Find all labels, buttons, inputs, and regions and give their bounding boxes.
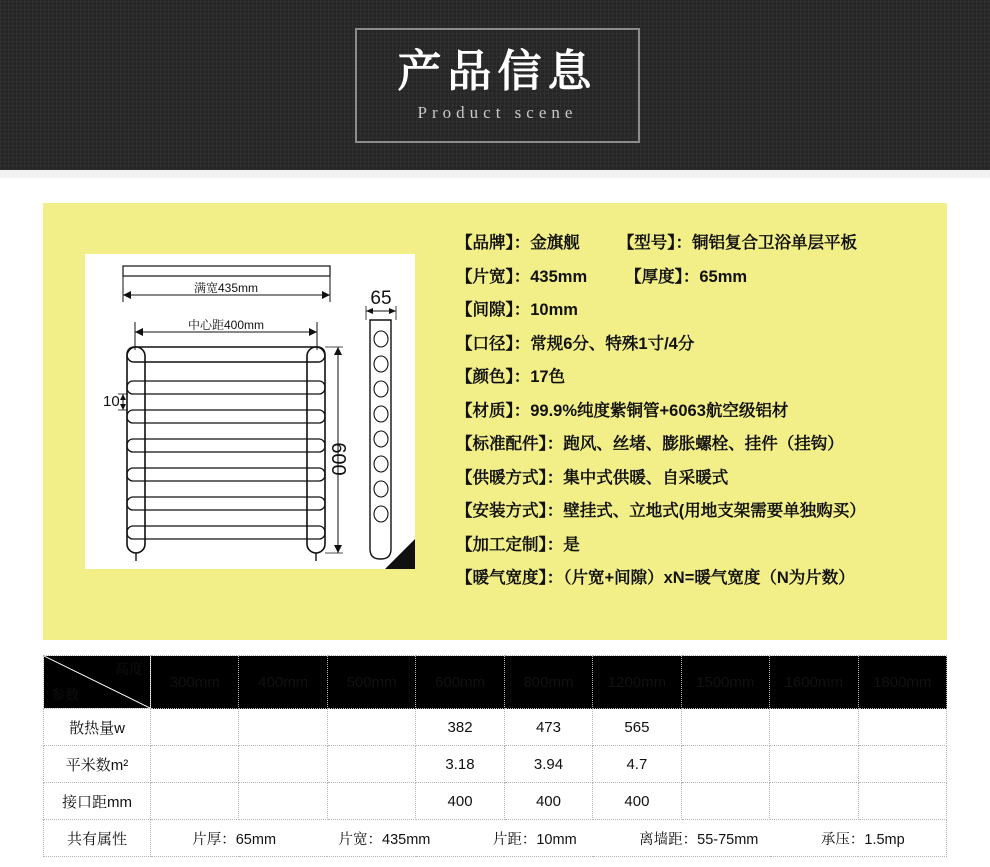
spec-key-color: 【颜色】： (456, 368, 531, 386)
spec-key-gap: 【间隙】： (456, 301, 531, 319)
banner-title-box (355, 28, 640, 143)
table-corner-header (44, 656, 151, 709)
cell-heat-1500 (681, 709, 769, 746)
table-row-common-attributes (44, 820, 947, 857)
cell-area-600: 3.18 (416, 746, 504, 783)
spec-value-thickness: 65mm (699, 267, 748, 286)
cell-conn-600: 400 (416, 783, 504, 820)
table-row (44, 746, 947, 783)
corner-header-param: 参数 (51, 687, 79, 703)
spec-list (456, 235, 946, 604)
spec-value-caliber: 常规6分、特殊1寸/4分 (530, 334, 695, 353)
table-col-800mm: 800mm (504, 656, 592, 709)
row-label-area: 平米数m² (44, 746, 151, 783)
spec-key-material: 【材质】： (456, 401, 531, 420)
banner-title: 产品信息 (397, 47, 598, 97)
cell-conn-1200: 400 (593, 783, 681, 820)
table-col-1600mm: 1600mm (770, 656, 858, 709)
spec-key-accessories: 【标准配件】： (456, 435, 564, 453)
cell-heat-800: 473 (504, 709, 592, 746)
svg-text:600: 600 (327, 442, 349, 476)
spec-value-material: 99.9%纯度紫铜管+6063航空级铝材 (530, 401, 789, 420)
spec-value-radiator-width: （片宽+间隙）xN=暖气宽度（N为片数） (563, 569, 855, 587)
spec-key-model: 【型号】： (617, 234, 692, 252)
cell-area-400 (239, 746, 327, 783)
cell-conn-500 (327, 783, 415, 820)
spec-value-model: 铜铝复合卫浴单层平板 (692, 234, 857, 252)
table-row (44, 783, 947, 820)
spec-key-brand: 【品牌】： (456, 234, 531, 252)
cell-conn-1500 (681, 783, 769, 820)
page-banner (0, 0, 990, 170)
spec-value-gap: 10mm (530, 301, 578, 319)
table-col-600mm: 600mm (416, 656, 504, 709)
svg-text:满宽435mm: 满宽435mm (193, 281, 259, 295)
spec-key-thickness: 【厚度】： (625, 267, 700, 286)
cell-area-1800 (858, 746, 947, 783)
spec-key-radiator-width: 【暖气宽度】： (456, 569, 564, 587)
cell-heat-300 (151, 709, 239, 746)
table-row (44, 709, 947, 746)
cell-area-1200: 4.7 (593, 746, 681, 783)
table-col-500mm: 500mm (327, 656, 415, 709)
table-header-row (44, 656, 947, 709)
cell-heat-1600 (770, 709, 858, 746)
row-label-connection: 接口距mm (44, 783, 151, 820)
table-col-1500mm: 1500mm (681, 656, 769, 709)
cell-area-1600 (770, 746, 858, 783)
svg-text:10: 10 (103, 393, 120, 410)
svg-text:65: 65 (370, 288, 392, 309)
common-attributes-cell (151, 820, 947, 857)
cell-conn-1600 (770, 783, 858, 820)
attr-wall-distance: 离墙距：55-75mm (639, 831, 759, 848)
spec-key-installation: 【安装方式】： (456, 502, 564, 520)
cell-area-800: 3.94 (504, 746, 592, 783)
svg-text:中心距400mm: 中心距400mm (187, 318, 265, 332)
row-label-heat-output: 散热量w (44, 709, 151, 746)
spec-row-radiator-width (456, 570, 946, 587)
table-col-400mm: 400mm (239, 656, 327, 709)
attr-pitch: 片距：10mm (492, 831, 577, 848)
spec-value-width: 435mm (530, 267, 588, 286)
spec-value-color: 17色 (530, 368, 566, 386)
spec-key-width: 【片宽】： (456, 267, 531, 286)
spec-value-heating-mode: 集中式供暖、自采暖式 (563, 468, 729, 487)
parameter-table (43, 655, 947, 857)
banner-divider (0, 170, 990, 178)
attr-pressure: 承压：1.5mp (820, 831, 905, 848)
corner-triangle-decoration (385, 539, 415, 569)
cell-conn-800: 400 (504, 783, 592, 820)
spec-row-heating-mode (456, 470, 946, 487)
spec-row-accessories (456, 436, 946, 453)
corner-header-height: 高度 (115, 661, 143, 677)
cell-heat-500 (327, 709, 415, 746)
product-technical-drawing (85, 254, 415, 569)
parameter-table-wrap (43, 655, 947, 857)
table-col-1200mm: 1200mm (593, 656, 681, 709)
spec-value-accessories: 跑风、丝堵、膨胀螺栓、挂件（挂钩） (563, 435, 844, 453)
banner-subtitle: Product scene (417, 102, 578, 122)
drawing-svg (85, 254, 415, 569)
spec-row-color (456, 369, 946, 386)
spec-row-caliber (456, 336, 946, 353)
attr-thickness: 片厚：65mm (192, 831, 277, 848)
cell-conn-400 (239, 783, 327, 820)
spec-key-customization: 【加工定制】： (456, 535, 564, 554)
spec-row-width (456, 269, 946, 286)
spec-row-brand (456, 235, 946, 252)
cell-heat-400 (239, 709, 327, 746)
attr-width: 片宽：435mm (338, 831, 431, 848)
spec-row-material (456, 403, 946, 420)
cell-area-1500 (681, 746, 769, 783)
spec-row-installation (456, 503, 946, 520)
spec-row-customization (456, 537, 946, 554)
cell-heat-1800 (858, 709, 947, 746)
spec-key-heating-mode: 【供暖方式】： (456, 468, 564, 487)
spec-value-customization: 是 (563, 535, 580, 554)
row-label-common-attributes: 共有属性 (44, 820, 151, 857)
spec-value-brand: 金旗舰 (530, 234, 580, 252)
table-col-300mm: 300mm (151, 656, 239, 709)
spec-value-installation: 壁挂式、立地式(用地支架需要单独购买） (563, 502, 866, 520)
spec-row-gap (456, 302, 946, 319)
cell-area-500 (327, 746, 415, 783)
cell-area-300 (151, 746, 239, 783)
spec-key-caliber: 【口径】： (456, 334, 531, 353)
cell-conn-300 (151, 783, 239, 820)
cell-heat-600: 382 (416, 709, 504, 746)
cell-conn-1800 (858, 783, 947, 820)
table-col-1800mm: 1800mm (858, 656, 947, 709)
cell-heat-1200: 565 (593, 709, 681, 746)
